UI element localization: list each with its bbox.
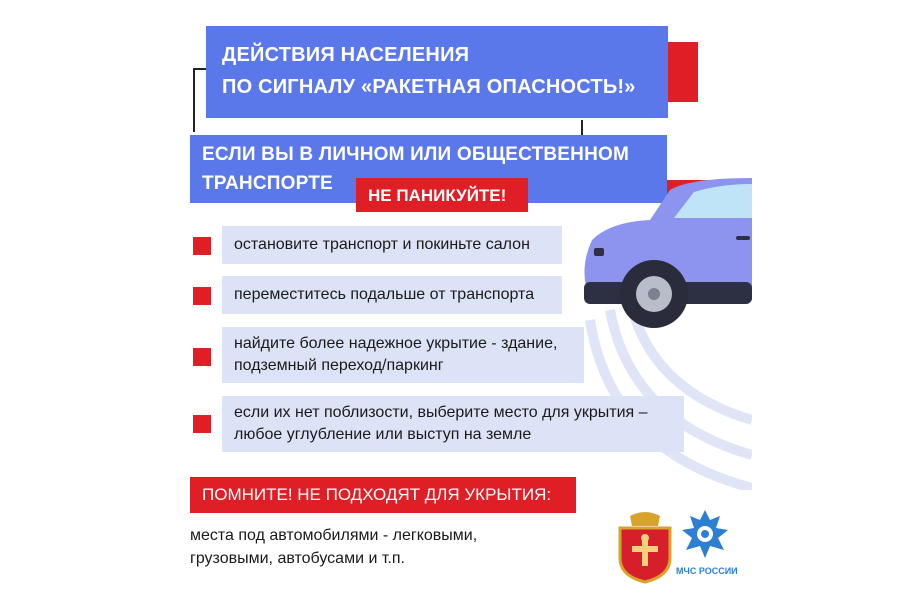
list-item-bullet xyxy=(193,348,211,366)
connector-line-left xyxy=(193,68,195,132)
dont-panic-badge xyxy=(356,178,528,212)
list-item-text: подземный переход/паркинг xyxy=(234,357,444,374)
list-item-bullet xyxy=(193,287,211,305)
wave-arcs xyxy=(590,300,752,488)
car-handle xyxy=(736,236,750,240)
header-banner xyxy=(206,26,668,118)
warning-banner xyxy=(190,477,576,513)
header-title-line1: ДЕЙСТВИЯ НАСЕЛЕНИЯ xyxy=(222,44,470,66)
list-item-text: найдите более надежное укрытие - здание, xyxy=(234,335,558,352)
connector-line-right xyxy=(581,120,583,136)
list-item-text: если их нет поблизости, выберите место для укрытия – xyxy=(234,404,648,421)
connector-line-left-top xyxy=(193,68,207,70)
list-item-text: любое углубление или выступ на земле xyxy=(234,426,532,443)
warning-text-line2: грузовыми, автобусами и т.п. xyxy=(190,550,405,567)
dont-panic-text: НЕ ПАНИКУЙТЕ! xyxy=(368,186,507,205)
list-item-text: остановите транспорт и покиньте салон xyxy=(234,236,530,253)
emergency-ministry-emblem-icon xyxy=(680,508,730,560)
list-item xyxy=(222,396,684,452)
emergency-ministry-caption: МЧС РОССИИ xyxy=(676,566,738,576)
subheader-line1: ЕСЛИ ВЫ В ЛИЧНОМ ИЛИ ОБЩЕСТВЕННОМ xyxy=(202,144,630,165)
list-item xyxy=(222,327,584,383)
list-item-text: переместитесь подальше от транспорта xyxy=(234,286,535,303)
subheader-line2: ТРАНСПОРТЕ xyxy=(202,173,333,194)
list-item-bullet xyxy=(193,237,211,255)
list-item xyxy=(222,226,562,264)
header-title-line2: ПО СИГНАЛУ «РАКЕТНАЯ ОПАСНОСТЬ!» xyxy=(222,76,636,98)
tula-coat-of-arms-icon xyxy=(612,510,678,584)
list-item xyxy=(222,276,562,314)
list-item-bullet xyxy=(193,415,211,433)
car-light xyxy=(594,248,604,256)
warning-title: ПОМНИТЕ! НЕ ПОДХОДЯТ ДЛЯ УКРЫТИЯ: xyxy=(202,485,552,504)
warning-text-line1: места под автомобилями - легковыми, xyxy=(190,527,478,544)
